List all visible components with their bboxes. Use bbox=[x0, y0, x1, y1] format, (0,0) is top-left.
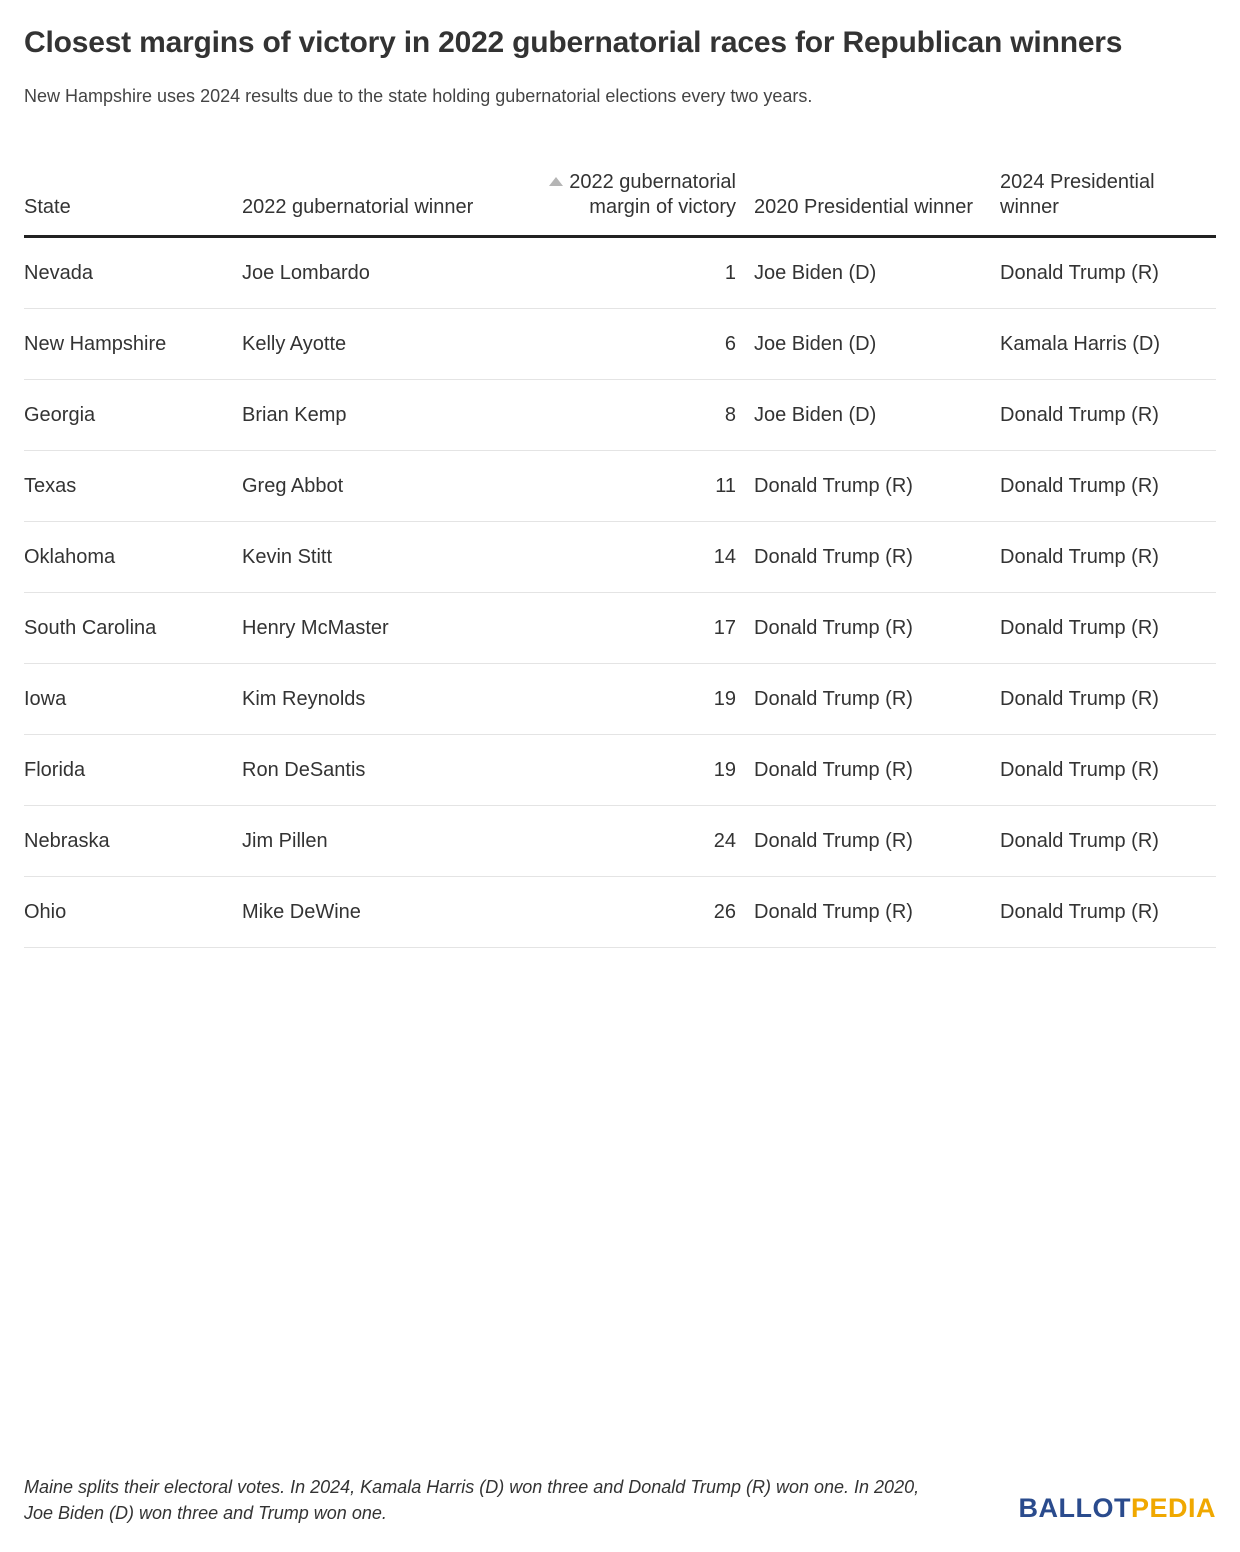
column-header-2020-president[interactable] bbox=[754, 170, 1000, 237]
column-header-state-label: State bbox=[24, 196, 71, 219]
cell-2020-president: Donald Trump (R) bbox=[754, 663, 1000, 734]
cell-margin: 19 bbox=[544, 663, 754, 734]
table-row bbox=[24, 521, 1216, 592]
cell-2024-president: Donald Trump (R) bbox=[1000, 592, 1216, 663]
ballotpedia-logo bbox=[1018, 1493, 1216, 1526]
cell-2020-president: Joe Biden (D) bbox=[754, 236, 1000, 308]
logo-ballot-text: BALLOT bbox=[1018, 1493, 1131, 1523]
table-header bbox=[24, 170, 1216, 237]
cell-2024-president: Donald Trump (R) bbox=[1000, 734, 1216, 805]
cell-2022-winner: Ron DeSantis bbox=[242, 734, 544, 805]
cell-2020-president: Donald Trump (R) bbox=[754, 521, 1000, 592]
cell-2020-president: Donald Trump (R) bbox=[754, 876, 1000, 947]
cell-2024-president: Kamala Harris (D) bbox=[1000, 308, 1216, 379]
table-row bbox=[24, 379, 1216, 450]
cell-state: Oklahoma bbox=[24, 521, 242, 592]
cell-margin: 8 bbox=[544, 379, 754, 450]
cell-2020-president: Donald Trump (R) bbox=[754, 734, 1000, 805]
footer bbox=[24, 1474, 1216, 1526]
column-header-state[interactable] bbox=[24, 170, 242, 237]
cell-2022-winner: Kevin Stitt bbox=[242, 521, 544, 592]
column-header-2024-president-label: 2024 Presidential winner bbox=[1000, 170, 1155, 219]
cell-2020-president: Joe Biden (D) bbox=[754, 308, 1000, 379]
footnote: Maine splits their electoral votes. In 2024, Kamala Harris (D) won three and Donald Trump (R) won one. In 2020, Joe Biden (D) won three and Trump won one. bbox=[24, 1476, 920, 1523]
cell-state: Georgia bbox=[24, 379, 242, 450]
cell-2022-winner: Brian Kemp bbox=[242, 379, 544, 450]
page-title: Closest margins of victory in 2022 gubernatorial races for Republican winners bbox=[24, 26, 1123, 59]
cell-2022-winner: Henry McMaster bbox=[242, 592, 544, 663]
table-row bbox=[24, 876, 1216, 947]
cell-2020-president: Joe Biden (D) bbox=[754, 379, 1000, 450]
subtitle: New Hampshire uses 2024 results due to the state holding gubernatorial elections every two years. bbox=[24, 86, 813, 107]
cell-2020-president: Donald Trump (R) bbox=[754, 592, 1000, 663]
cell-state: Iowa bbox=[24, 663, 242, 734]
cell-2020-president: Donald Trump (R) bbox=[754, 805, 1000, 876]
column-header-2024-president[interactable] bbox=[1000, 170, 1216, 237]
table-row bbox=[24, 663, 1216, 734]
cell-margin: 14 bbox=[544, 521, 754, 592]
table-row bbox=[24, 308, 1216, 379]
cell-2022-winner: Mike DeWine bbox=[242, 876, 544, 947]
cell-2022-winner: Joe Lombardo bbox=[242, 236, 544, 308]
column-header-margin-label: 2022 gubernatorial margin of victory bbox=[569, 170, 736, 219]
data-table bbox=[24, 170, 1216, 948]
cell-2022-winner: Kelly Ayotte bbox=[242, 308, 544, 379]
cell-margin: 6 bbox=[544, 308, 754, 379]
cell-margin: 26 bbox=[544, 876, 754, 947]
cell-2024-president: Donald Trump (R) bbox=[1000, 521, 1216, 592]
table-row bbox=[24, 236, 1216, 308]
column-header-margin[interactable] bbox=[544, 170, 754, 237]
cell-margin: 11 bbox=[544, 450, 754, 521]
cell-2024-president: Donald Trump (R) bbox=[1000, 805, 1216, 876]
cell-margin: 17 bbox=[544, 592, 754, 663]
cell-2022-winner: Greg Abbot bbox=[242, 450, 544, 521]
cell-state: New Hampshire bbox=[24, 308, 242, 379]
logo-pedia-text: PEDIA bbox=[1130, 1493, 1216, 1523]
cell-margin: 24 bbox=[544, 805, 754, 876]
cell-state: Nevada bbox=[24, 236, 242, 308]
table-body bbox=[24, 236, 1216, 947]
cell-state: Nebraska bbox=[24, 805, 242, 876]
cell-2024-president: Donald Trump (R) bbox=[1000, 236, 1216, 308]
table-row bbox=[24, 805, 1216, 876]
cell-2024-president: Donald Trump (R) bbox=[1000, 663, 1216, 734]
cell-2022-winner: Jim Pillen bbox=[242, 805, 544, 876]
cell-state: South Carolina bbox=[24, 592, 242, 663]
column-header-2022-winner-label: 2022 gubernatorial winner bbox=[242, 196, 474, 219]
table-row bbox=[24, 734, 1216, 805]
cell-state: Texas bbox=[24, 450, 242, 521]
cell-2024-president: Donald Trump (R) bbox=[1000, 876, 1216, 947]
cell-2022-winner: Kim Reynolds bbox=[242, 663, 544, 734]
table-row bbox=[24, 592, 1216, 663]
table-header-row bbox=[24, 170, 1216, 237]
cell-margin: 19 bbox=[544, 734, 754, 805]
column-header-2022-winner[interactable] bbox=[242, 170, 544, 237]
cell-2020-president: Donald Trump (R) bbox=[754, 450, 1000, 521]
sort-ascending-triangle-icon bbox=[549, 177, 563, 186]
cell-2024-president: Donald Trump (R) bbox=[1000, 379, 1216, 450]
column-header-2020-president-label: 2020 Presidential winner bbox=[754, 196, 974, 219]
cell-state: Ohio bbox=[24, 876, 242, 947]
table-row bbox=[24, 450, 1216, 521]
cell-state: Florida bbox=[24, 734, 242, 805]
cell-2024-president: Donald Trump (R) bbox=[1000, 450, 1216, 521]
cell-margin: 1 bbox=[544, 236, 754, 308]
